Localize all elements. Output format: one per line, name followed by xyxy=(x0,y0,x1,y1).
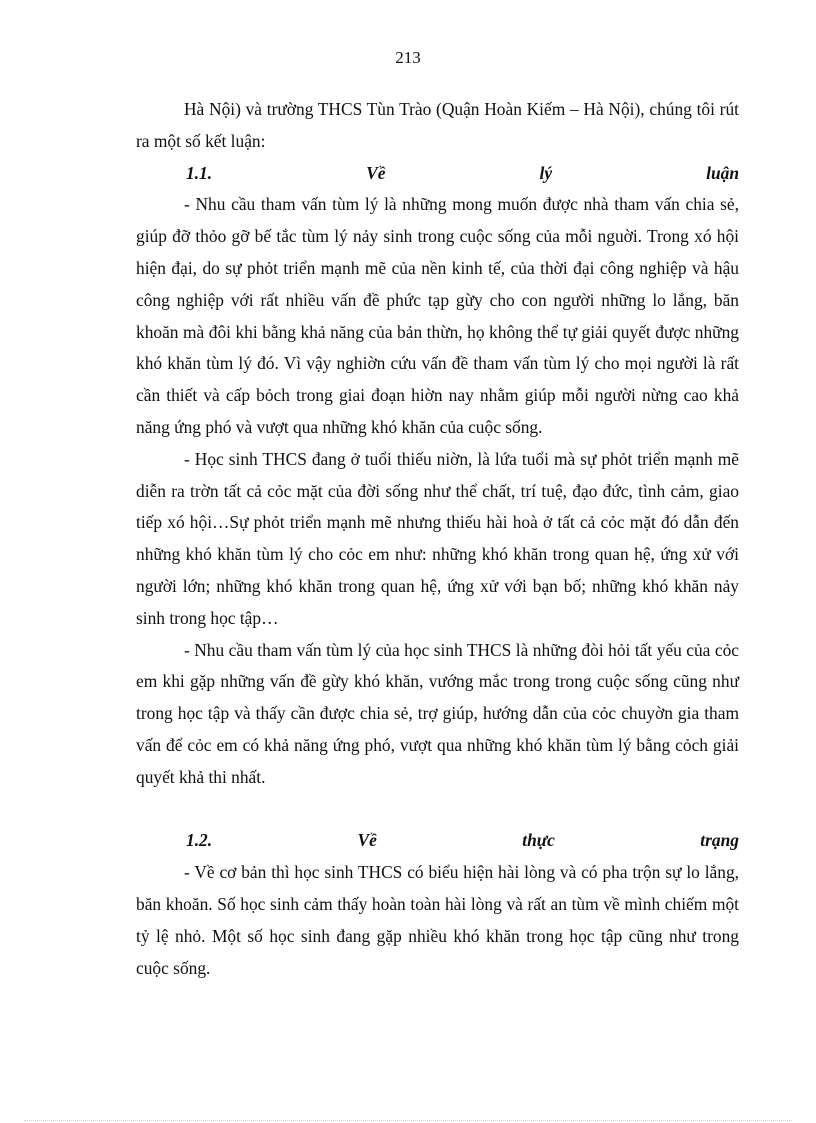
body-paragraph: - Học sinh THCS đang ở tuổi thiếu niờn, là lứa tuổi mà sự phỏt triển mạnh mẽ diễn ra trờn tất cả cỏc mặt của đời sống như thể chất, trí tuệ, đạo đức, tình cảm, giao tiếp xó hội…Sự phỏt triển mạnh mẽ nhưng thiếu hài hoà ở tất cả cỏc mặt đó dẫn đến những khó khăn tùm lý cho cỏc em như: những khó khăn trong quan hệ, ứng xử với người lớn; những khó khăn trong quan hệ, ứng xử với bạn bố; những khó khăn nảy sinh trong học tập… xyxy=(136,448,739,628)
section-number: 1.1. xyxy=(186,162,213,183)
section-title-word: lý xyxy=(539,162,553,183)
document-body xyxy=(136,94,739,984)
page-number: 213 xyxy=(395,48,421,67)
page-bottom-rule xyxy=(24,1120,792,1121)
section-title-word: trạng xyxy=(700,830,739,851)
section-heading-status xyxy=(136,825,739,857)
intro-paragraph: Hà Nội) và trường THCS Tùn Trào (Quận Hoàn Kiếm – Hà Nội), chúng tôi rút ra một số kết luận: xyxy=(136,99,739,151)
section-title-word: thực xyxy=(522,830,555,851)
body-paragraph: - Về cơ bản thì học sinh THCS có biểu hiện hài lòng và có pha trộn sự lo lắng, băn khoăn. Số học sinh cảm thấy hoàn toàn hài lòng và rất an tùm về mình chiếm một tỷ lệ nhỏ. Một số học sinh đang gặp nhiều khó khăn trong học tập cũng như trong cuộc sống. xyxy=(136,862,739,978)
body-paragraph: - Nhu cầu tham vấn tùm lý của học sinh THCS là những đòi hỏi tất yếu của cỏc em khi gặp những vấn đề gừy khó khăn, vướng mắc trong trong cuộc sống cũng như trong học tập và thấy cần được chia sẻ, trợ giúp, hướng dẫn của cỏc chuyờn gia tham vấn để cỏc em có khả năng ứng phó, vượt qua những khó khăn tùm lý bằng cỏch giải quyết khả thi nhất. xyxy=(136,639,739,787)
section-number: 1.2. xyxy=(186,830,213,851)
section-title-word: luận xyxy=(706,162,739,183)
section-heading-theory xyxy=(136,158,739,190)
body-paragraph: - Nhu cầu tham vấn tùm lý là những mong muốn được nhà tham vấn chia sẻ, giúp đỡ thỏo gỡ bế tắc tùm lý nảy sinh trong cuộc sống của mỗi nguời. Trong xó hội hiện đại, do sự phỏt triển mạnh mẽ của nền kinh tế, của thời đại công nghiệp và hậu công nghiệp với rất nhiều vấn đề phức tạp gừy cho con người những lo lắng, băn khoăn mà đôi khi bằng khả năng của bản thừn, họ không thể tự giải quyết được những khó khăn tùm lý đó. Vì vậy nghiờn cứu vấn đề tham vấn tùm lý cho mọi người là rất cần thiết và cấp bỏch trong giai đoạn hiờn nay nhằm giúp mỗi người nừng cao khả năng ứng phó và vượt qua những khó khăn của cuộc sống. xyxy=(136,194,739,437)
section-title-word: Về xyxy=(366,162,386,183)
section-title-word: Về xyxy=(357,830,377,851)
